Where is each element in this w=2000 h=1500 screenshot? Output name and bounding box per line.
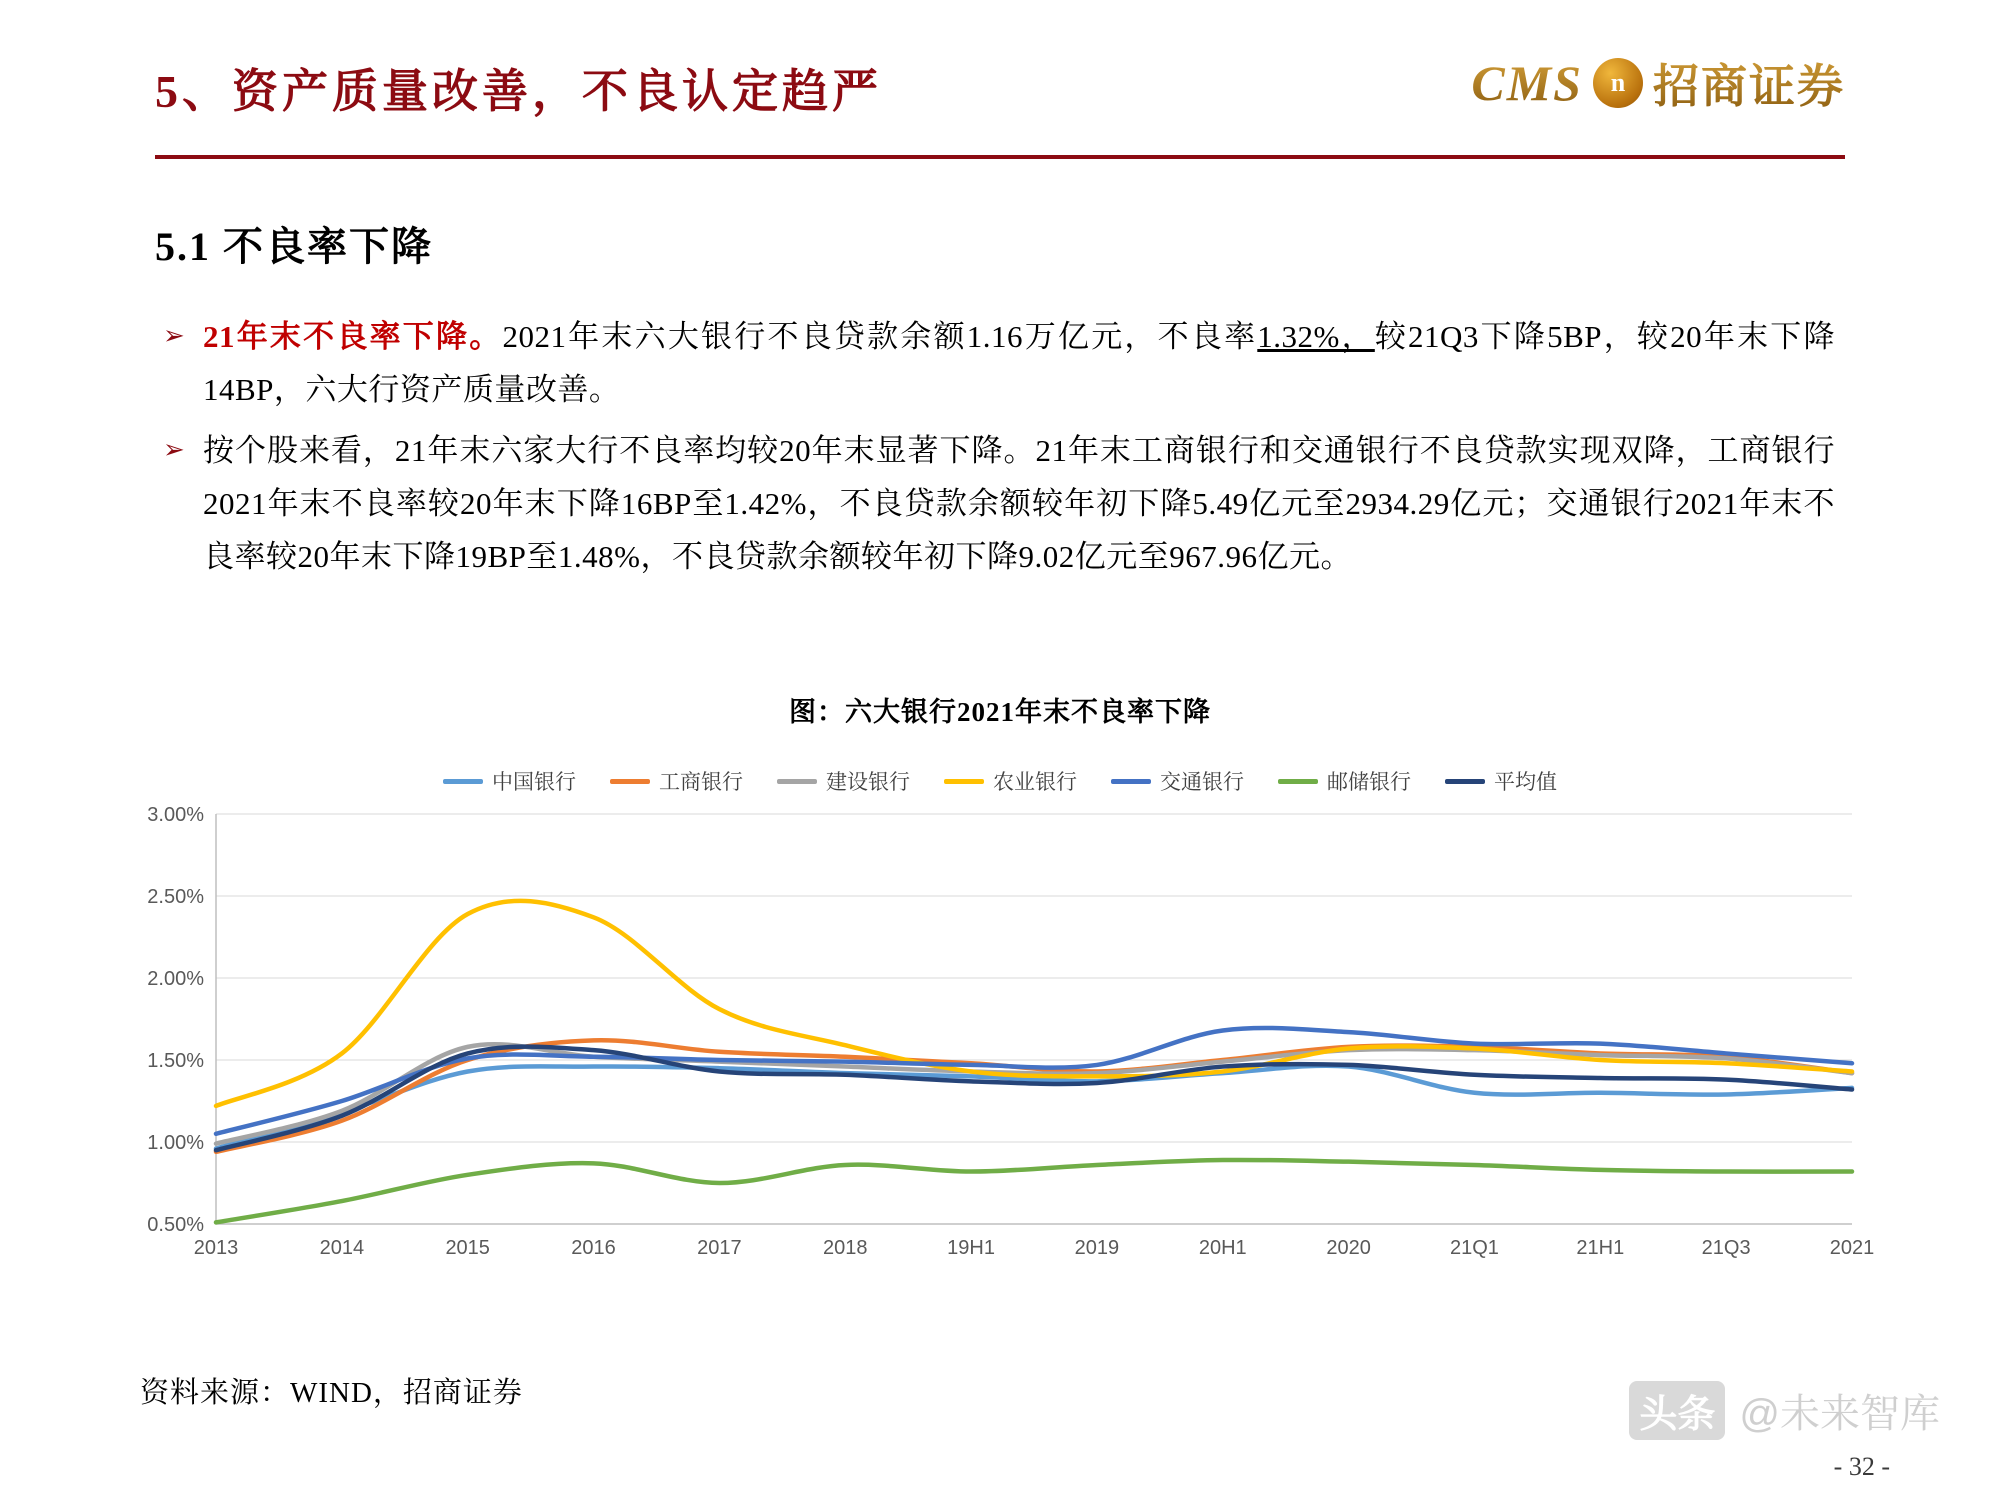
chart-plot-area bbox=[120, 802, 1880, 1272]
legend-label: 建设银行 bbox=[826, 771, 910, 794]
bullet-body-1: 2021年末六大银行不良贷款余额1.16万亿元，不良率 bbox=[502, 319, 1258, 354]
legend-swatch-icon bbox=[1111, 779, 1151, 784]
bullet-underlined-value: 1.32%， bbox=[1257, 319, 1375, 354]
page-number: - 32 - bbox=[1833, 1452, 1890, 1481]
legend-label: 平均值 bbox=[1494, 771, 1557, 794]
legend-swatch-icon bbox=[443, 779, 483, 784]
bullet-marker-icon: ➢ bbox=[163, 321, 185, 350]
page-header bbox=[155, 55, 1845, 165]
legend-label: 工商银行 bbox=[659, 771, 743, 794]
y-axis-tick-label: 1.00% bbox=[147, 1132, 204, 1154]
x-axis-tick-label: 2015 bbox=[445, 1237, 490, 1259]
legend-item-6[interactable] bbox=[1445, 766, 1557, 796]
legend-item-1[interactable] bbox=[610, 766, 743, 796]
y-axis-tick-label: 3.00% bbox=[147, 804, 204, 826]
legend-item-0[interactable] bbox=[443, 766, 576, 796]
y-axis-tick-label: 2.50% bbox=[147, 886, 204, 908]
list-item bbox=[155, 424, 1835, 583]
legend-swatch-icon bbox=[1445, 779, 1485, 784]
x-axis-tick-label: 20H1 bbox=[1198, 1237, 1247, 1259]
page-title: 5、资产质量改善，不良认定趋严 bbox=[155, 66, 882, 117]
x-axis-tick-label: 2020 bbox=[1326, 1237, 1371, 1259]
logo-mark-icon: n bbox=[1593, 58, 1643, 108]
legend-label: 邮储银行 bbox=[1327, 771, 1411, 794]
x-axis-tick-label: 2019 bbox=[1074, 1237, 1120, 1259]
section-heading: 5.1 不良率下降 bbox=[155, 224, 433, 269]
line-chart bbox=[120, 760, 1880, 1300]
company-logo bbox=[1471, 50, 1845, 116]
header-divider bbox=[155, 155, 1845, 159]
chart-title: 图：六大银行2021年末不良率下降 bbox=[789, 697, 1211, 727]
bullet-text bbox=[203, 310, 1835, 416]
bullet-list bbox=[155, 310, 1835, 591]
x-axis-tick-label: 19H1 bbox=[947, 1237, 995, 1259]
series-line-3 bbox=[216, 901, 1852, 1106]
series-line-5 bbox=[216, 1160, 1852, 1222]
x-axis-tick-label: 21Q1 bbox=[1449, 1237, 1499, 1259]
y-axis-tick-label: 0.50% bbox=[147, 1214, 204, 1236]
legend-item-4[interactable] bbox=[1111, 766, 1244, 796]
legend-label: 农业银行 bbox=[993, 771, 1077, 794]
bullet-text: 按个股来看，21年末六家大行不良率均较20年末显著下降。21年末工商银行和交通银行不良贷款实现双降，工商银行2021年末不良率较20年末下降16BP至1.42%，不良贷款余额较年初下降5.49亿元至2934.29亿元；交通银行2021年末不良率较20年末下降19BP至1.48%，不良贷款余额较年初下降9.02亿元至967.96亿元。 bbox=[203, 433, 1835, 574]
watermark-text: @未来智库 bbox=[1739, 1392, 1940, 1436]
list-item bbox=[155, 310, 1835, 416]
bullet-lead: 21年末不良率下降。 bbox=[203, 319, 503, 354]
legend-item-5[interactable] bbox=[1278, 766, 1411, 796]
x-axis-tick-label: 2017 bbox=[697, 1237, 742, 1259]
legend-label: 交通银行 bbox=[1160, 771, 1244, 794]
watermark bbox=[1629, 1381, 1940, 1440]
y-axis-tick-label: 1.50% bbox=[147, 1050, 204, 1072]
legend-swatch-icon bbox=[777, 779, 817, 784]
logo-cms-text: CMS bbox=[1471, 55, 1583, 111]
logo-chinese-text: 招商证券 bbox=[1653, 50, 1845, 116]
chart-legend bbox=[120, 760, 1880, 802]
x-axis-tick-label: 21H1 bbox=[1576, 1237, 1625, 1259]
x-axis-tick-label: 2013 bbox=[193, 1237, 239, 1259]
legend-label: 中国银行 bbox=[492, 771, 576, 794]
y-axis-tick-label: 2.00% bbox=[147, 968, 204, 990]
legend-swatch-icon bbox=[944, 779, 984, 784]
legend-item-3[interactable] bbox=[944, 766, 1077, 796]
x-axis-tick-label: 2016 bbox=[571, 1237, 616, 1259]
bullet-marker-icon: ➢ bbox=[163, 435, 185, 464]
source-note: 资料来源：WIND，招商证券 bbox=[140, 1377, 523, 1409]
chart-svg bbox=[120, 802, 1880, 1272]
x-axis-tick-label: 2018 bbox=[822, 1237, 868, 1259]
bullet-body-2: 较21Q3下降5BP，较20年末下降14BP，六大行资产质量改善。 bbox=[203, 319, 1836, 407]
x-axis-tick-label: 21Q3 bbox=[1701, 1237, 1751, 1259]
x-axis-tick-label: 2021 bbox=[1829, 1237, 1875, 1259]
legend-item-2[interactable] bbox=[777, 766, 910, 796]
legend-swatch-icon bbox=[1278, 779, 1318, 784]
watermark-badge: 头条 bbox=[1629, 1381, 1725, 1440]
x-axis-tick-label: 2014 bbox=[319, 1237, 365, 1259]
legend-swatch-icon bbox=[610, 779, 650, 784]
